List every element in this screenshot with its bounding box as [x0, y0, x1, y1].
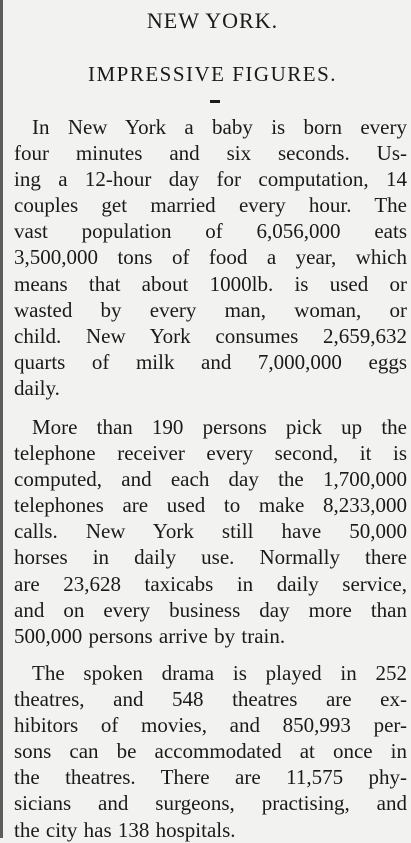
text-line: four minutes and six seconds. Us-	[14, 141, 407, 166]
text-line: child. New York consumes 2,659,632	[14, 323, 407, 348]
text-line: 3,500,000 tons of food a year, which	[14, 245, 407, 270]
column-rule	[0, 0, 3, 838]
paragraph-3	[14, 660, 407, 843]
text-line: ing a 12-hour day for computation, 14	[14, 167, 407, 192]
text-line: wasted by every man, woman, or	[14, 297, 407, 322]
text-line: More than 190 persons pick up the	[32, 415, 407, 439]
text-line: calls. New York still have 50,000	[14, 519, 407, 544]
paragraph-2	[14, 414, 407, 649]
text-line: telephone receiver every second, it is	[14, 441, 407, 466]
text-line: hibitors of movies, and 850,993 per-	[14, 713, 407, 738]
text-line: The spoken drama is played in 252	[32, 661, 407, 685]
text-line: couples get married every hour. The	[14, 193, 407, 218]
text-line: the city has 138 hospitals.	[14, 817, 236, 842]
text-line: daily.	[14, 375, 60, 400]
text-line: horses in daily use. Normally there	[14, 545, 407, 570]
text-line: computed, and each day the 1,700,000	[14, 467, 407, 492]
text-line: means that about 1000lb. is used or	[14, 271, 407, 296]
text-line: are 23,628 taxicabs in daily service,	[14, 571, 407, 596]
article-subheadline: IMPRESSIVE FIGURES.	[87, 62, 338, 86]
text-line: quarts of milk and 7,000,000 eggs	[14, 349, 407, 374]
text-line: sons can be accommodated at once in	[14, 739, 407, 764]
text-line: In New York a baby is born every	[32, 115, 407, 139]
text-line: 500,000 persons arrive by train.	[14, 623, 286, 648]
separator-dash	[210, 100, 220, 103]
text-line: the theatres. There are 11,575 phy-	[14, 765, 407, 790]
text-line: vast population of 6,056,000 eats	[14, 219, 407, 244]
text-line: and on every business day more than	[14, 597, 407, 622]
text-line: theatres, and 548 theatres are ex-	[14, 687, 407, 712]
text-line: sicians and surgeons, practising, and	[14, 791, 407, 816]
article-headline: NEW YORK.	[146, 8, 279, 33]
paragraph-1	[14, 114, 407, 401]
news-article	[14, 0, 411, 842]
text-line: telephones are used to make 8,233,000	[14, 493, 407, 518]
